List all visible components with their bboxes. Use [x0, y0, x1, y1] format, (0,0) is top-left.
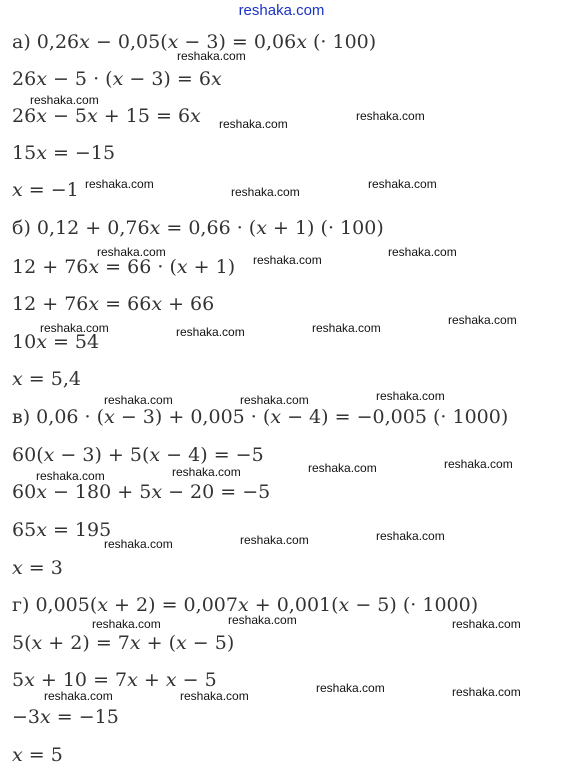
watermark: reshaka.com	[444, 457, 513, 471]
watermark: reshaka.com	[316, 681, 385, 695]
watermark: reshaka.com	[312, 321, 381, 335]
equation-line: б) 0,12 + 0,76x = 0,66 · (x + 1) (· 100)	[12, 217, 384, 239]
watermark: reshaka.com	[452, 685, 521, 699]
watermark: reshaka.com	[36, 469, 105, 483]
equation-line: 60(x − 3) + 5(x − 4) = −5	[12, 444, 264, 466]
watermark: reshaka.com	[30, 93, 99, 107]
watermark: reshaka.com	[44, 689, 113, 703]
equation-line: 5(x + 2) = 7x + (x − 5)	[12, 632, 235, 654]
watermark: reshaka.com	[448, 313, 517, 327]
watermark: reshaka.com	[172, 465, 241, 479]
watermark: reshaka.com	[308, 461, 377, 475]
equation-line: x = −1	[12, 179, 79, 201]
watermark: reshaka.com	[376, 529, 445, 543]
watermark: reshaka.com	[376, 389, 445, 403]
watermark: reshaka.com	[97, 245, 166, 259]
watermark: reshaka.com	[231, 185, 300, 199]
equation-line: 26x − 5x + 15 = 6x	[12, 105, 201, 127]
watermark: reshaka.com	[104, 393, 173, 407]
equation-line: 10x = 54	[12, 331, 100, 353]
watermark: reshaka.com	[85, 177, 154, 191]
equation-line: x = 5	[12, 744, 63, 766]
watermark: reshaka.com	[92, 617, 161, 631]
equation-line: −3x = −15	[12, 706, 119, 728]
site-header-logo-text[interactable]: reshaka.com	[238, 2, 325, 19]
equation-line: x = 5,4	[12, 368, 81, 390]
watermark: reshaka.com	[219, 117, 288, 131]
watermark: reshaka.com	[104, 537, 173, 551]
watermark: reshaka.com	[240, 533, 309, 547]
watermark: reshaka.com	[240, 393, 309, 407]
watermark: reshaka.com	[180, 689, 249, 703]
equation-line: 60x − 180 + 5x − 20 = −5	[12, 481, 271, 503]
watermark: reshaka.com	[176, 325, 245, 339]
equation-line: 5x + 10 = 7x + x − 5	[12, 669, 217, 691]
watermark: reshaka.com	[368, 177, 437, 191]
equation-line: 65x = 195	[12, 519, 112, 541]
watermark: reshaka.com	[356, 109, 425, 123]
watermark: reshaka.com	[452, 617, 521, 631]
equation-line: x = 3	[12, 557, 63, 579]
watermark: reshaka.com	[228, 613, 297, 627]
watermark: reshaka.com	[177, 49, 246, 63]
watermark: reshaka.com	[253, 253, 322, 267]
watermark: reshaka.com	[40, 321, 109, 335]
watermark: reshaka.com	[388, 245, 457, 259]
equation-line: 12 + 76x = 66 · (x + 1)	[12, 256, 236, 278]
equation-line: 12 + 76x = 66x + 66	[12, 293, 215, 315]
equation-line: в) 0,06 · (x − 3) + 0,005 · (x − 4) = −0,005 (· 1000)	[12, 406, 509, 428]
equation-line: а) 0,26x − 0,05(x − 3) = 0,06x (· 100)	[12, 31, 377, 53]
equation-line: 15x = −15	[12, 142, 116, 164]
equation-line: 26x − 5 · (x − 3) = 6x	[12, 68, 222, 90]
equation-line: г) 0,005(x + 2) = 0,007x + 0,001(x − 5) (· 1000)	[12, 594, 479, 616]
